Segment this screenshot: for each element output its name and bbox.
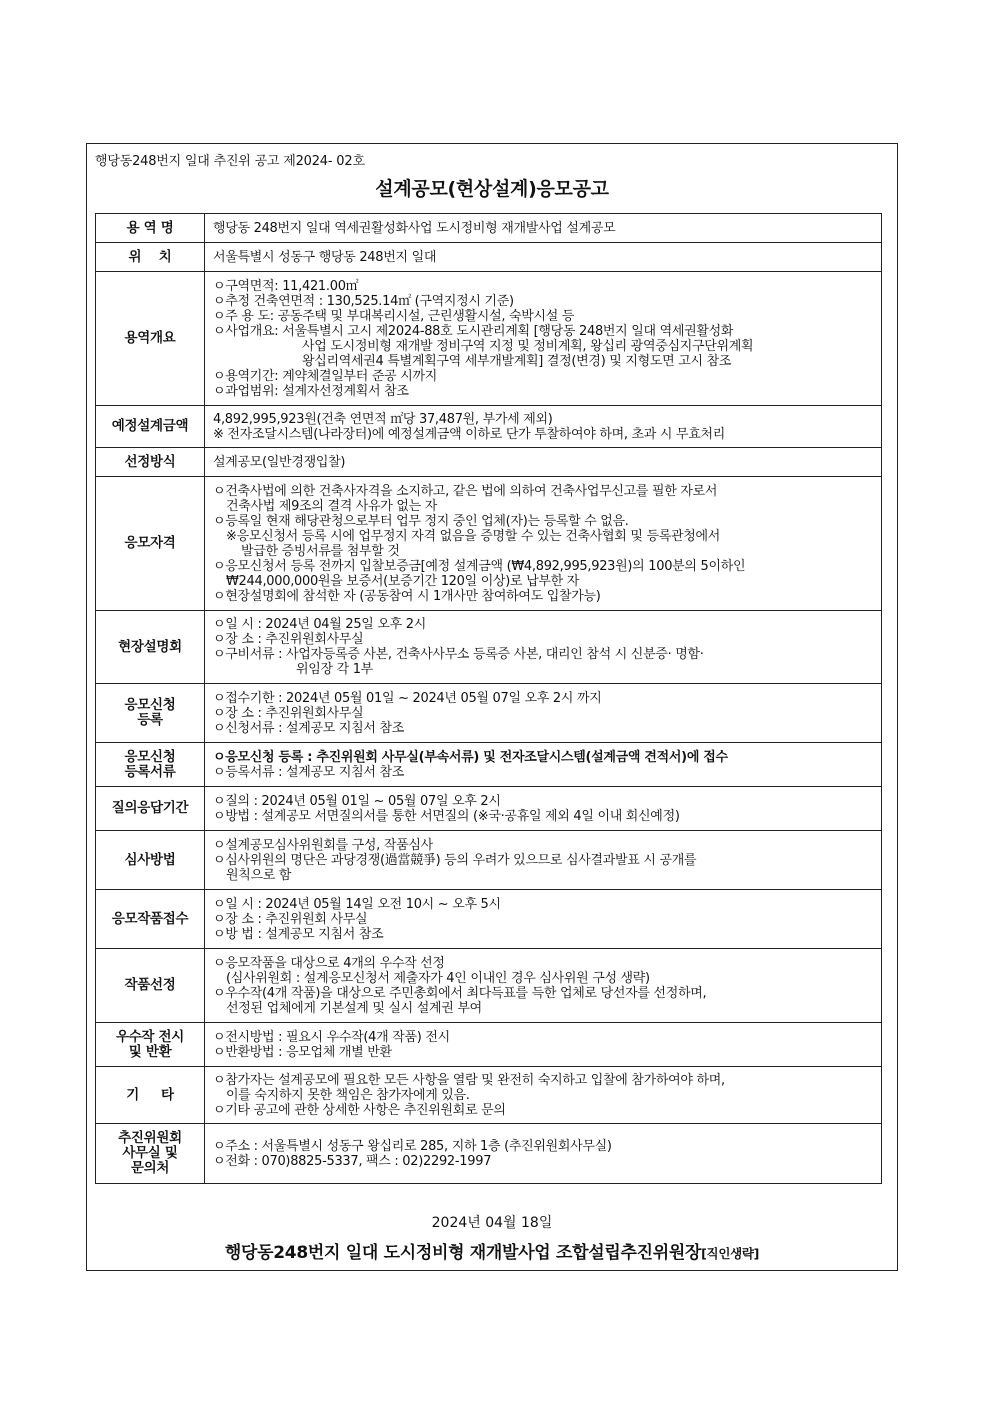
table-row — [96, 684, 882, 743]
table-row — [96, 406, 882, 448]
document-title: 설계공모(현상설계)응모공고 — [375, 178, 609, 200]
notice-document — [86, 143, 898, 1271]
row-label: 선정방식 — [96, 448, 205, 477]
row-content: ㅇ접수기한 : 2024년 05월 01일 ~ 2024년 05월 07일 오후 2시 까지 ㅇ장 소 : 추진위원회사무실 ㅇ신청서류 : 설계공모 지침서 참조 — [205, 684, 882, 743]
table-row — [96, 272, 882, 406]
row-label: 추진위원회 사무실 및 문의처 — [96, 1124, 205, 1184]
row-label: 현장설명회 — [96, 611, 205, 684]
row-label: 응모신청 등록서류 — [96, 743, 205, 787]
row-label: 용 역 명 — [96, 214, 205, 243]
notice-number: 행당동248번지 일대 추진위 공고 제2024- 02호 — [95, 154, 365, 169]
row-content: ㅇ전시방법 : 필요시 우수작(4개 작품) 전시 ㅇ반환방법 : 응모업체 개별 반환 — [205, 1023, 882, 1067]
row-label: 질의응답기간 — [96, 787, 205, 831]
table-row — [96, 949, 882, 1023]
table-row — [96, 787, 882, 831]
table-row — [96, 448, 882, 477]
row-label: 용역개요 — [96, 272, 205, 406]
row-label: 응모자격 — [96, 477, 205, 611]
row-content: ㅇ일 시 : 2024년 04월 25일 오후 2시 ㅇ장 소 : 추진위원회사무실 ㅇ구비서류 : 사업자등록증 사본, 건축사사무소 등록증 사본, 대리인 참석 시 신분증· 명함· 위임장 각 1부 — [205, 611, 882, 684]
notice-info-table — [95, 213, 882, 1184]
issue-date: 2024년 04월 18일 — [431, 1215, 553, 1231]
table-row — [96, 611, 882, 684]
row-label: 심사방법 — [96, 831, 205, 890]
row-content: ㅇ설계공모심사위원회를 구성, 작품심사 ㅇ심사위원의 명단은 과당경쟁(過當競爭) 등의 우려가 있으므로 심사결과발표 시 공개를 원칙으로 함 — [205, 831, 882, 890]
row-content: ㅇ일 시 : 2024년 05월 14일 오전 10시 ~ 오후 5시 ㅇ장 소 : 추진위원회 사무실 ㅇ방 법 : 설계공모 지침서 참조 — [205, 890, 882, 949]
seal-omitted-note: [직인생략] — [701, 1246, 760, 1261]
table-row — [96, 890, 882, 949]
row-content: ㅇ구역면적: 11,421.00㎡ ㅇ추정 건축연면적 : 130,525.14㎡ (구역지정시 기준) ㅇ주 용 도: 공동주택 및 부대복리시설, 근린생활시설, 숙박시설 등 ㅇ사업개요: 서울특별시 고시 제2024-88호 도시관리계획 [행당동 248번지 일대 역세권활성화 사업 도시정비형 재개발 정비구역 지정 및 정비계획, 왕십리 광역중심지구단위계획 왕십리역세권4 특별계획구역 세부개발계획] 결정(변경) 및 지형도면 고시 참조 ㅇ용역기간: 계약체결일부터 준공 시까지 ㅇ과업범위: 설계자선정계획서 참조 — [205, 272, 882, 406]
row-label: 작품선정 — [96, 949, 205, 1023]
row-label: 응모신청 등록 — [96, 684, 205, 743]
table-row — [96, 743, 882, 787]
table-row — [96, 214, 882, 243]
table-row — [96, 477, 882, 611]
row-content: ㅇ질의 : 2024년 05월 01일 ~ 05월 07일 오후 2시 ㅇ방법 : 설계공모 서면질의서를 통한 서면질의 (※국·공휴일 제외 4일 이내 회신예정) — [205, 787, 882, 831]
row-label: 위 치 — [96, 243, 205, 272]
row-content: 설계공모(일반경쟁입찰) — [205, 448, 882, 477]
table-row — [96, 831, 882, 890]
row-content: 행당동 248번지 일대 역세권활성화사업 도시정비형 재개발사업 설계공모 — [205, 214, 882, 243]
row-content: ㅇ주소 : 서울특별시 성동구 왕십리로 285, 지하 1층 (추진위원회사무실) ㅇ전화 : 070)8825-5337, 팩스 : 02)2292-1997 — [205, 1124, 882, 1184]
row-label: 우수작 전시 및 반환 — [96, 1023, 205, 1067]
row-content: ㅇ건축사법에 의한 건축사자격을 소지하고, 같은 법에 의하여 건축사업무신고를 필한 자로서 건축사법 제9조의 결격 사유가 없는 자 ㅇ등록일 현재 해당관청으로부터 업무 정지 중인 업체(자)는 등록할 수 없음. ※응모신청서 등록 시에 업무정지 자격 없음을 증명할 수 있는 건축사협회 및 등록관청에서 발급한 증빙서류를 첨부할 것 ㅇ응모신청서 등록 전까지 입찰보증금[예정 설계금액 (₩4,892,995,923원)의 100분의 5이하인 ₩244,000,000원을 보증서(보증기간 120일 이상)로 납부한 자 ㅇ현장설명회에 참석한 자 (공동참여 시 1개사만 참여하여도 입찰가능) — [205, 477, 882, 611]
row-content: 4,892,995,923원(건축 연면적 ㎡당 37,487원, 부가세 제외) ※ 전자조달시스템(나라장터)에 예정설계금액 이하로 단가 투찰하여야 하며, 초과 시 무효처리 — [205, 406, 882, 448]
row-label: 예정설계금액 — [96, 406, 205, 448]
issuer-name: 행당동248번지 일대 도시정비형 재개발사업 조합설립추진위원장 — [224, 1243, 702, 1263]
row-content: ㅇ참가자는 설계공모에 필요한 모든 사항을 열람 및 완전히 숙지하고 입찰에 참가하여야 하며, 이를 숙지하지 못한 책임은 참가자에게 있음. ㅇ기타 공고에 관한 상세한 사항은 추진위원회로 문의 — [205, 1067, 882, 1124]
table-row — [96, 1124, 882, 1184]
row-label: 기 타 — [96, 1067, 205, 1124]
table-row — [96, 243, 882, 272]
row-label: 응모작품접수 — [96, 890, 205, 949]
row-content: 서울특별시 성동구 행당동 248번지 일대 — [205, 243, 882, 272]
row-content: ㅇ응모신청 등록 : 추진위원회 사무실(부속서류) 및 전자조달시스템(설계금액 견적서)에 접수 ㅇ등록서류 : 설계공모 지침서 참조 — [205, 743, 882, 787]
row-content: ㅇ응모작품을 대상으로 4개의 우수작 선정 (심사위원회 : 설계응모신청서 제출자가 4인 이내인 경우 심사위원 구성 생략) ㅇ우수작(4개 작품)을 대상으로 주민총회에서 최다득표를 득한 업체로 당선자를 선정하며, 선정된 업체에게 기본설계 및 실시 설계권 부여 — [205, 949, 882, 1023]
table-row — [96, 1067, 882, 1124]
table-row — [96, 1023, 882, 1067]
issuer-line — [87, 1238, 897, 1263]
